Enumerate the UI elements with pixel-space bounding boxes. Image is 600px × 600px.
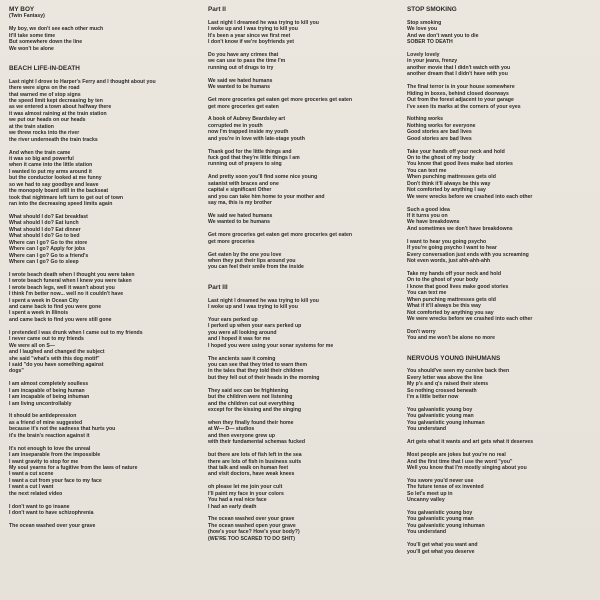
- lyric-line: but there are lots of fish left in the sea: [208, 452, 302, 459]
- lyric-line: Thank god for the little things and: [208, 148, 292, 155]
- lyric-line: You understand: [407, 529, 447, 536]
- lyric-line: Last night I dreamed he was trying to kill you: [208, 19, 319, 26]
- lyric-line: We were all on S—: [9, 342, 55, 349]
- lyric-line: We love you: [407, 26, 438, 33]
- lyric-line: When punching mattresses gets old: [407, 174, 496, 181]
- lyric-line: Where can I go? Go to a friend's: [9, 252, 89, 259]
- lyric-line: You should've seen my cursive back then: [407, 368, 510, 375]
- lyric-line: You and me won't be alone no more: [407, 335, 496, 342]
- lyric-line: I hoped you were using your sonar systems for me: [208, 342, 334, 349]
- lyric-line: You galvanistic young inhuman: [407, 419, 485, 426]
- lyric-line: We wanted to be humans: [208, 84, 271, 91]
- lyric-line: Hiding in boxes, behind closed doorways: [407, 90, 509, 97]
- lyric-line: Nothing works for everyone: [407, 122, 476, 129]
- lyric-line: I am almost completely soulless: [9, 381, 89, 388]
- lyric-line: Your ears perked up: [208, 316, 258, 323]
- lyric-line: I know that good lives make good stories: [407, 283, 509, 290]
- lyric-line: get more groceries get eaten: [208, 103, 279, 110]
- lyric-line: You'll get what you want and: [407, 542, 478, 549]
- lyric-line: What should I do? Go to bed: [9, 233, 80, 240]
- lyric-line: I said "do you have something against: [9, 361, 104, 368]
- lyric-line: We were wrecks before we crashed into each other: [407, 193, 533, 200]
- lyric-line: so we had to say goodbye and leave: [9, 181, 99, 188]
- lyric-line: My p's and q's raised their stems: [407, 381, 489, 388]
- lyric-line: I am incapable of being inhuman: [9, 394, 90, 401]
- lyric-line: We wanted to be humans: [208, 219, 271, 226]
- lyric-line: I spent a week in Ocean City: [9, 297, 79, 304]
- lyric-line: The ancients saw it coming: [208, 355, 276, 362]
- lyric-line: I don't know if we're boyfriends yet: [208, 39, 294, 46]
- lyric-line: We said we hated humans: [208, 212, 273, 219]
- lyric-line: and I hoped it was for me: [208, 336, 271, 343]
- lyric-line: If it turns you on: [407, 212, 448, 219]
- lyric-line: We have breakdowns: [407, 219, 460, 226]
- lyric-line: Most people are jokes but you're no real: [407, 452, 506, 459]
- lyric-line: in the tales that they told their children: [208, 368, 304, 375]
- lyric-line: It's been a year since we first met: [208, 32, 291, 39]
- lyric-line: I am living uncontrollably: [9, 400, 72, 407]
- lyric-line: Where can I go? Go to sleep: [9, 258, 79, 265]
- lyric-line: because it's not the sadness that hurts you: [9, 426, 116, 433]
- lyric-line: I woke up and I was trying to kill you: [208, 26, 298, 33]
- lyric-line: running out of prayers to sing: [208, 161, 282, 168]
- lyric-line: there are lots of fish in business suits: [208, 458, 302, 465]
- lyric-line: Not comforted by anything you say: [407, 309, 494, 316]
- lyric-line: I wrote beach legs, well it wasn't about you: [9, 284, 115, 291]
- lyric-line: SOBER TO DEATH: [407, 39, 453, 46]
- lyric-line: she said "what's with this dog motif": [9, 355, 100, 362]
- lyric-line: (WE'RE TOO SCARED TO DO SHIT): [208, 535, 296, 542]
- lyric-line: Not even words, just ahh-ahh-ahh: [407, 258, 491, 265]
- lyric-line: another dream that I didn't have with you: [407, 71, 508, 78]
- lyric-line: fuck god that they're little things I am: [208, 155, 300, 162]
- lyric-line: What should I do? Eat lunch: [9, 220, 79, 227]
- lyric-line: say ma, this is my brother: [208, 200, 272, 207]
- lyric-line: You had a real nice face: [208, 497, 267, 504]
- lyric-line: It should be antidepression: [9, 413, 77, 420]
- lyric-line: Get eaten by the one you love: [208, 251, 282, 258]
- song-title: MY BOY: [9, 6, 35, 13]
- lyric-line: except for the kissing and the singing: [208, 407, 302, 414]
- lyric-line: and you're in love with late-stage youth: [208, 135, 305, 142]
- lyric-line: A book of Aubrey Beardsley art: [208, 116, 286, 123]
- lyric-line: When punching mattresses gets old: [407, 296, 496, 303]
- lyric-line: get more groceries: [208, 238, 255, 245]
- lyric-line: We were wrecks before we crashed into each other: [407, 315, 533, 322]
- lyric-line: Good stories are bad lives: [407, 129, 472, 136]
- lyric-line: We said we hated humans: [208, 77, 273, 84]
- lyric-line: Stop smoking: [407, 19, 442, 26]
- lyric-line: I want a cut scene: [9, 471, 54, 478]
- lyric-line: Last night I drove to Harper's Ferry and I thought about you: [9, 78, 156, 85]
- lyric-line: You know that good lives make bad stories: [407, 161, 513, 168]
- lyric-line: the speed limit kept decreasing by ten: [9, 98, 103, 105]
- lyric-line: Out from the forest adjacent to your garage: [407, 97, 514, 104]
- lyric-line: I am incapable of being human: [9, 387, 85, 394]
- lyric-line: now I'm trapped inside my youth: [208, 129, 289, 136]
- lyric-line: Not comforted by anything I say: [407, 187, 486, 194]
- lyric-line: I woke up and I was trying to kill you: [208, 304, 298, 311]
- lyric-line: I don't want to go insane: [9, 503, 70, 510]
- lyric-line: Every letter was above the line: [407, 374, 483, 381]
- lyric-line: On to the ghost of your body: [407, 277, 479, 284]
- song-title: NERVOUS YOUNG INHUMANS: [407, 354, 501, 362]
- lyric-line: Don't worry: [407, 328, 436, 335]
- lyric-line: You swore you'd never use: [407, 477, 474, 484]
- song-title: Part II: [208, 6, 226, 13]
- lyric-line: I think I'm better now... well no it couldn't have: [9, 291, 124, 298]
- lyric-line: but the children were not listening: [208, 394, 293, 401]
- lyrics-column-1: [9, 6, 195, 600]
- lyric-line: took that nightmare left turn to get out of town: [9, 194, 124, 201]
- lyric-line: So let's meet up in: [407, 490, 453, 497]
- lyric-line: Where can I go? Apply for jobs: [9, 246, 86, 253]
- lyric-line: The ocean washed over your grave: [9, 522, 96, 529]
- lyric-line: Where can I go? Go to the store: [9, 239, 88, 246]
- lyric-line: Get more groceries get eaten get more groceries get eaten: [208, 232, 352, 239]
- lyrics-column-2: [208, 6, 396, 600]
- lyric-line: The ocean washed open your grave: [208, 522, 296, 529]
- lyric-line: it was almost raining at the train station: [9, 110, 107, 117]
- lyric-line: I pretended I was drunk when I came out to my friends: [9, 329, 143, 336]
- lyric-line: and I laughed and changed the subject: [9, 349, 105, 356]
- lyric-line: And when the train came: [9, 149, 71, 156]
- lyric-line: oh please let me join your cult: [208, 484, 283, 491]
- lyric-line: (how's your face? How's your body?): [208, 529, 300, 536]
- lyric-line: I am inseparable from the impossible: [9, 452, 101, 459]
- lyric-line: I've seen its marks at the corners of your eyes: [407, 103, 521, 110]
- lyric-line: the river underneath the train tracks: [9, 136, 98, 143]
- lyric-line: and then everyone grew up: [208, 432, 276, 439]
- lyric-line: You galvanistic young boy: [407, 510, 473, 517]
- lyric-line: another movie that I didn't watch with you: [407, 64, 511, 71]
- lyric-line: You galvanistic young boy: [407, 407, 473, 414]
- lyric-line: On to the ghost of my body: [407, 155, 475, 162]
- lyric-line: and came back to find you were gone: [9, 304, 102, 311]
- lyric-line: You galvanistic young man: [407, 516, 474, 523]
- lyric-line: I perked up when your ears perked up: [208, 323, 302, 330]
- lyric-line: I'll paint my face in your colors: [208, 490, 284, 497]
- lyric-line: You understand: [407, 426, 447, 433]
- lyric-line: running out of drugs to try: [208, 64, 274, 71]
- lyric-line: So nothing crossed beneath: [407, 387, 477, 394]
- lyric-line: capital e significant Other: [208, 187, 272, 194]
- lyric-line: and visit doctors, have weak knees: [208, 471, 295, 478]
- lyric-line: the monopoly board still in the backseat: [9, 188, 109, 195]
- lyric-line: you were all looking around: [208, 329, 277, 336]
- lyric-line: we can use to pass the time I'm: [208, 58, 286, 65]
- lyric-line: What if it'll always be this way: [407, 303, 481, 310]
- lyric-line: Take my hands off your neck and hold: [407, 270, 502, 277]
- song-title: STOP SMOKING: [407, 6, 457, 13]
- lyric-line: it was so big and powerful: [9, 155, 74, 162]
- lyric-line: ran into the decreasing speed limits again: [9, 201, 113, 208]
- lyric-line: I want to hear you going psycho: [407, 238, 487, 245]
- lyrics-column-3: [407, 6, 595, 600]
- lyric-line: that talk and walk on human feet: [208, 464, 289, 471]
- lyric-line: you'll get what you deserve: [407, 548, 475, 555]
- lyric-line: We won't be alone: [9, 45, 54, 52]
- lyric-line: we put our heads on our heads: [9, 117, 86, 124]
- lyric-line: satanist with braces and one: [208, 180, 279, 187]
- lyric-line: I wrote beach funeral when I knew you were taken: [9, 278, 132, 285]
- lyric-line: Art gets what it wants and art gets what it deserves: [407, 439, 534, 446]
- lyric-line: it's the brain's reaction against it: [9, 432, 90, 439]
- lyric-line: at the train station: [9, 123, 54, 130]
- lyric-line: I spent a week in Illinois: [9, 310, 69, 317]
- lyric-line: You can text me: [407, 167, 447, 174]
- lyric-line: Uncanny valley: [407, 497, 445, 504]
- lyric-line: It'll take some time: [9, 32, 56, 39]
- lyric-line: I want a cut I want: [9, 484, 54, 491]
- lyric-line: Get more groceries get eaten get more groceries get eaten: [208, 97, 352, 104]
- song-title: BEACH LIFE-IN-DEATH: [9, 64, 80, 72]
- lyric-line: And pretty soon you'll find some nice young: [208, 174, 318, 181]
- lyric-line: You galvanistic young man: [407, 413, 474, 420]
- lyric-line: there were signs on the road: [9, 85, 80, 92]
- lyric-line: And we don't want you to die: [407, 32, 479, 39]
- lyric-line: I don't want to have schizophrenia: [9, 510, 94, 517]
- lyric-line: Such a good idea: [407, 206, 450, 213]
- lyric-line: and you can take him home to your mother and: [208, 193, 325, 200]
- lyric-line: If you're going psycho I want to hear: [407, 245, 497, 252]
- lyric-line: But somewhere down the line: [9, 39, 83, 46]
- lyric-line: with their fundamental schemas fucked: [208, 439, 306, 446]
- lyric-line: The future tense of ex invented: [407, 484, 484, 491]
- lyric-line: but they fell out of their heads in the morning: [208, 374, 320, 381]
- lyric-line: I never came out to my friends: [9, 336, 84, 343]
- lyric-line: dogs": [9, 368, 24, 375]
- lyric-line: What should I do? Eat dinner: [9, 226, 81, 233]
- lyric-line: when it came into the little station: [9, 162, 93, 169]
- lyric-line: when they put their lips around you: [208, 258, 296, 265]
- lyric-line: What should I do? Eat breakfast: [9, 213, 88, 220]
- lyric-line: The final terror is in your house somewhere: [407, 84, 515, 91]
- lyric-line: at W— D— studios: [208, 426, 255, 433]
- lyric-line: The ocean washed over your grave: [208, 516, 295, 523]
- lyric-line: I want a cut from your face to my face: [9, 477, 102, 484]
- lyric-line: the next related video: [9, 490, 63, 497]
- lyric-line: in your jeans, frenzy: [407, 58, 458, 65]
- song-title: Part III: [208, 283, 228, 291]
- lyric-line: You can text me: [407, 290, 447, 297]
- lyric-line: I'm a little better now: [407, 394, 459, 401]
- lyric-line: My soul yearns for a fugitive from the laws of nature: [9, 464, 138, 471]
- lyric-line: you can see that they tried to warn them: [208, 361, 308, 368]
- lyric-line: It's not enough to love the unreal: [9, 445, 91, 452]
- lyric-line: and the children cut out everything: [208, 400, 295, 407]
- lyric-line: Every conversation just ends with you screaming: [407, 251, 529, 258]
- lyric-line: but the conductor looked at me funny: [9, 175, 102, 182]
- lyric-line: corrupted me in youth: [208, 122, 263, 129]
- lyric-line: I wrote beach death when I thought you were taken: [9, 271, 135, 278]
- lyric-line: Take your hands off your neck and hold: [407, 148, 505, 155]
- lyric-line: Last night I dreamed he was trying to kill you: [208, 297, 319, 304]
- lyric-line: I want gravity to stop for me: [9, 458, 79, 465]
- lyric-line: as a friend of mine suggested: [9, 419, 83, 426]
- lyric-line: And the first time that I use the word "you": [407, 458, 513, 465]
- lyric-line: Do you have any crimes that: [208, 52, 279, 59]
- lyric-line: that warned me of stop signs: [9, 91, 81, 98]
- lyric-line: Nothing works: [407, 116, 443, 123]
- lyric-line: Don't think it'll always be this way: [407, 180, 491, 187]
- lyric-line: when they finally found their home: [208, 419, 294, 426]
- lyric-line: you can feel their smile from the inside: [208, 264, 304, 271]
- lyric-line: You galvanistic young inhuman: [407, 522, 485, 529]
- lyric-line: as we entered a town about halfway there: [9, 104, 112, 111]
- lyric-line: They said sex can be frightening: [208, 387, 289, 394]
- lyric-line: Good stories are bad lives: [407, 135, 472, 142]
- lyric-line: My boy, we don't see each other much: [9, 26, 104, 33]
- lyric-line: I had an early death: [208, 503, 257, 510]
- song-subtitle: (Twin Fantasy): [9, 13, 45, 20]
- lyric-line: I wanted to put my arms around it: [9, 168, 92, 175]
- lyric-line: we threw rocks into the river: [9, 130, 80, 137]
- lyric-line: Lovely lovely: [407, 52, 440, 59]
- lyric-line: Well you know that I'm mostly singing about you: [407, 464, 527, 471]
- lyric-line: and came back to find you were still gone: [9, 316, 112, 323]
- lyric-line: And sometimes we don't have breakdowns: [407, 225, 513, 232]
